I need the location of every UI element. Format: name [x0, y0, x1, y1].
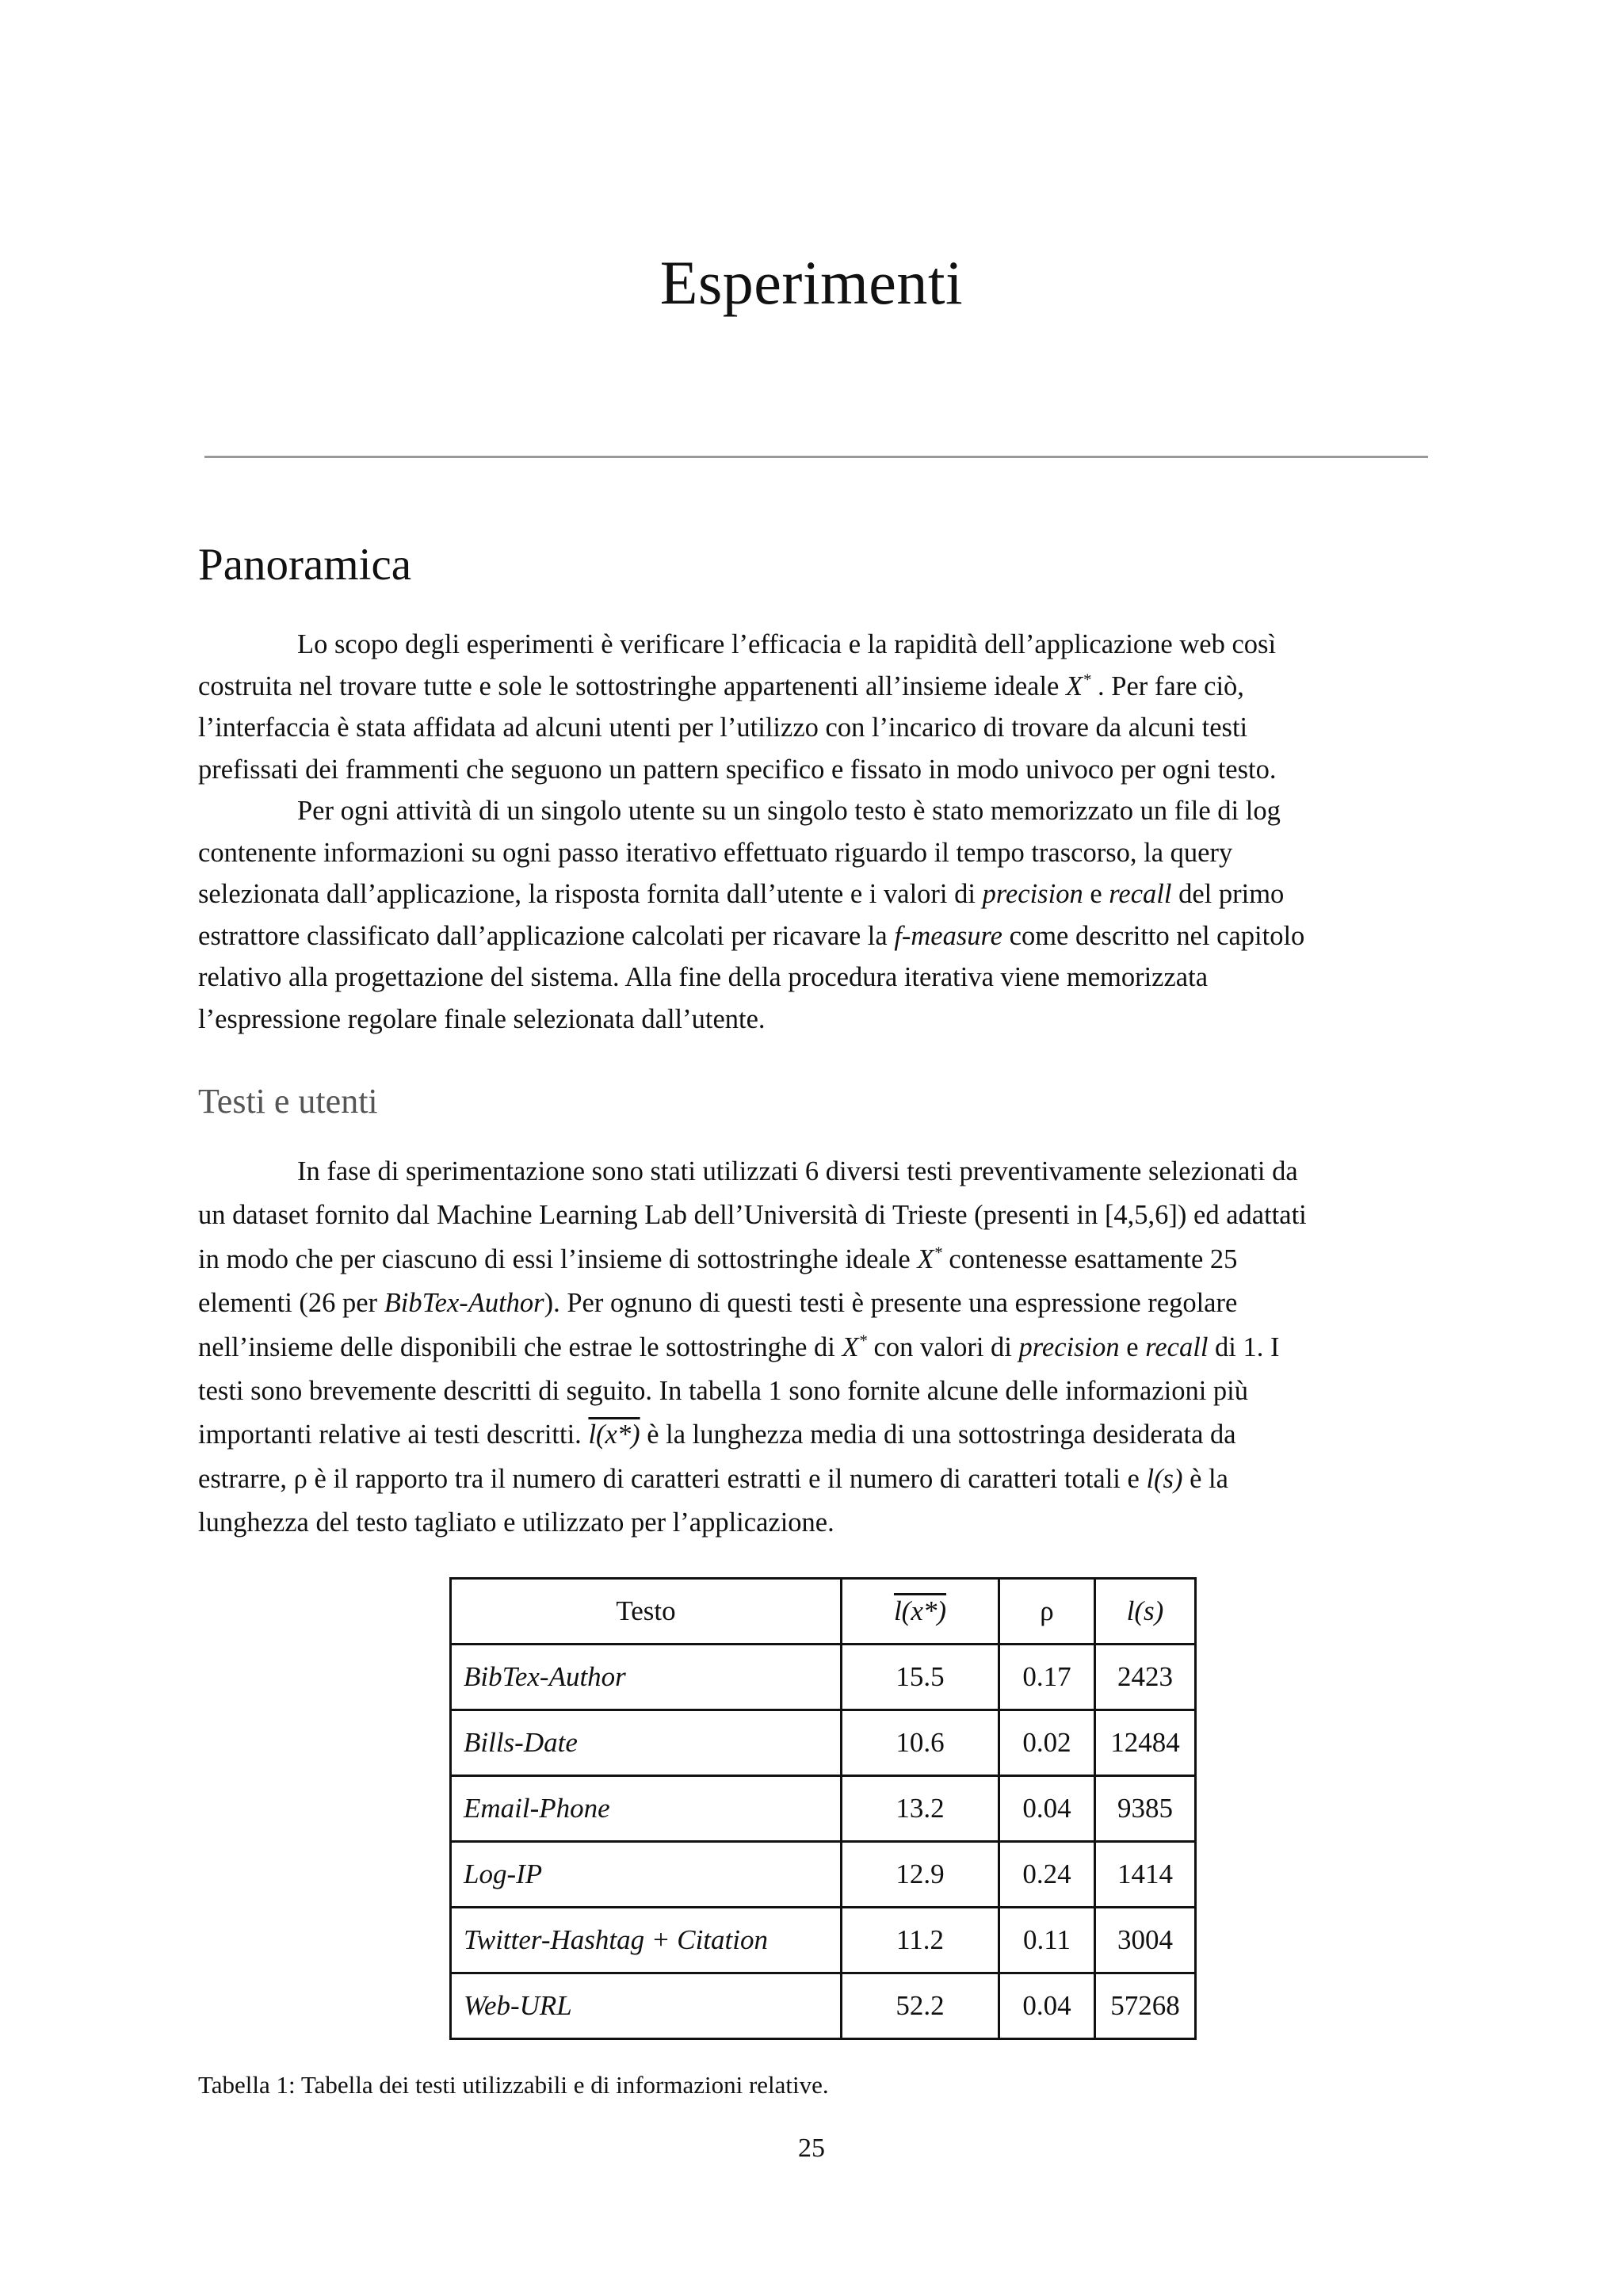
table-cell-testo: Bills-Date — [451, 1710, 842, 1776]
paragraph-line: Lo scopo degli esperimenti è verificare l’efficacia e la rapidità dell’applicazione web così — [297, 629, 1277, 659]
ideal-set-symbol: X* — [1066, 670, 1091, 701]
paragraph-line: costruita nel trovare tutte e sole le sottostringhe appartenenti all’insieme ideale X* . Per fare ciò, — [198, 670, 1244, 701]
paragraph-texts — [198, 1150, 1434, 1545]
ideal-set-symbol: X* — [917, 1244, 942, 1274]
paragraph-line: In fase di sperimentazione sono stati utilizzati 6 diversi testi preventivamente selezionati da — [297, 1156, 1298, 1186]
table-cell-text-length: 1414 — [1095, 1842, 1196, 1908]
table-cell-mean-length: 12.9 — [842, 1842, 999, 1908]
table-cell-rho: 0.24 — [999, 1842, 1095, 1908]
table-row — [451, 1973, 1196, 2039]
table-header-row — [451, 1579, 1196, 1645]
paragraph-line: elementi (26 per BibTex-Author). Per ognuno di questi testi è presente una espressione regolare — [198, 1288, 1238, 1319]
paragraph-line: in modo che per ciascuno di essi l’insieme di sottostringhe ideale X* contenesse esattamente 25 — [198, 1244, 1238, 1274]
paragraph-line: nell’insieme delle disponibili che estrae le sottostringhe di X* con valori di precision e recall di 1. I — [198, 1331, 1280, 1362]
table-row — [451, 1776, 1196, 1842]
table-cell-text-length: 3004 — [1095, 1908, 1196, 1973]
subsection-title: Testi e utenti — [198, 1082, 378, 1121]
table-header-mean-length: l(x*) — [842, 1579, 999, 1645]
mean-length-symbol: l(x*) — [588, 1419, 640, 1450]
rho-symbol: ρ — [293, 1463, 307, 1494]
table-cell-rho: 0.17 — [999, 1645, 1095, 1710]
paragraph-line: prefissati dei frammenti che seguono un pattern specifico e fissato in modo univoco per ogni testo. — [198, 754, 1277, 785]
table-cell-mean-length: 15.5 — [842, 1645, 999, 1710]
paragraph-line: Per ogni attività di un singolo utente su un singolo testo è stato memorizzato un file di log — [297, 796, 1281, 826]
chapter-divider — [204, 456, 1428, 458]
paragraph-line: lunghezza del testo tagliato e utilizzato per l’applicazione. — [198, 1507, 834, 1538]
table-cell-text-length: 2423 — [1095, 1645, 1196, 1710]
table-cell-mean-length: 52.2 — [842, 1973, 999, 2039]
table-caption: Tabella 1: Tabella dei testi utilizzabili e di informazioni relative. — [198, 2071, 829, 2099]
texts-table — [449, 1577, 1197, 2040]
ideal-set-symbol: X* — [842, 1331, 867, 1362]
table-cell-rho: 0.04 — [999, 1973, 1095, 2039]
paragraph-intro — [198, 624, 1434, 790]
table-cell-text-length: 9385 — [1095, 1776, 1196, 1842]
table-row — [451, 1908, 1196, 1973]
section-title: Panoramica — [198, 540, 412, 590]
paragraph-line: importanti relative ai testi descritti. l(x*) è la lunghezza media di una sottostringa desiderata da — [198, 1419, 1236, 1450]
page-number: 25 — [798, 2134, 825, 2163]
table-cell-testo: Web-URL — [451, 1973, 842, 2039]
table-header-text-length: l(s) — [1095, 1579, 1196, 1645]
paragraph-line: estrarre, ρ è il rapporto tra il numero di caratteri estratti e il numero di caratteri totali e l(s) è la — [198, 1463, 1228, 1494]
table-cell-rho: 0.11 — [999, 1908, 1095, 1973]
table-cell-text-length: 57268 — [1095, 1973, 1196, 2039]
table-cell-testo: Twitter-Hashtag + Citation — [451, 1908, 842, 1973]
table-cell-text-length: 12484 — [1095, 1710, 1196, 1776]
paragraph-line: estrattore classificato dall’applicazione calcolati per ricavare la f-measure come descritto nel capitolo — [198, 920, 1305, 951]
table-row — [451, 1645, 1196, 1710]
table-cell-testo: BibTex-Author — [451, 1645, 842, 1710]
table-header-testo: Testo — [451, 1579, 842, 1645]
chapter-title: Esperimenti — [659, 248, 964, 317]
paragraph-line: testi sono brevemente descritti di seguito. In tabella 1 sono fornite alcune delle informazioni più — [198, 1376, 1248, 1407]
table-row — [451, 1710, 1196, 1776]
table-cell-mean-length: 11.2 — [842, 1908, 999, 1973]
table-cell-rho: 0.04 — [999, 1776, 1095, 1842]
paragraph-log — [198, 790, 1434, 1040]
table-cell-rho: 0.02 — [999, 1710, 1095, 1776]
paragraph-line: selezionata dall’applicazione, la risposta fornita dall’utente e i valori di precision e recall del primo — [198, 879, 1285, 909]
table-header-rho: ρ — [999, 1579, 1095, 1645]
table-cell-testo: Email-Phone — [451, 1776, 842, 1842]
text-length-symbol: l(s) — [1146, 1463, 1183, 1494]
paragraph-line: un dataset fornito dal Machine Learning Lab dell’Università di Trieste (presenti in [4,5,6]) ed adattati — [198, 1200, 1307, 1231]
paragraph-line: contenente informazioni su ogni passo iterativo effettuato riguardo il tempo trascorso, la query — [198, 837, 1233, 868]
table-row — [451, 1842, 1196, 1908]
table-cell-testo: Log-IP — [451, 1842, 842, 1908]
table-cell-mean-length: 13.2 — [842, 1776, 999, 1842]
paragraph-line: relativo alla progettazione del sistema. Alla fine della procedura iterativa viene memorizzata — [198, 962, 1209, 992]
paragraph-line: l’espressione regolare finale selezionata dall’utente. — [198, 1003, 766, 1034]
table-cell-mean-length: 10.6 — [842, 1710, 999, 1776]
paragraph-line: l’interfaccia è stata affidata ad alcuni utenti per l’utilizzo con l’incarico di trovare da alcuni testi — [198, 712, 1248, 743]
